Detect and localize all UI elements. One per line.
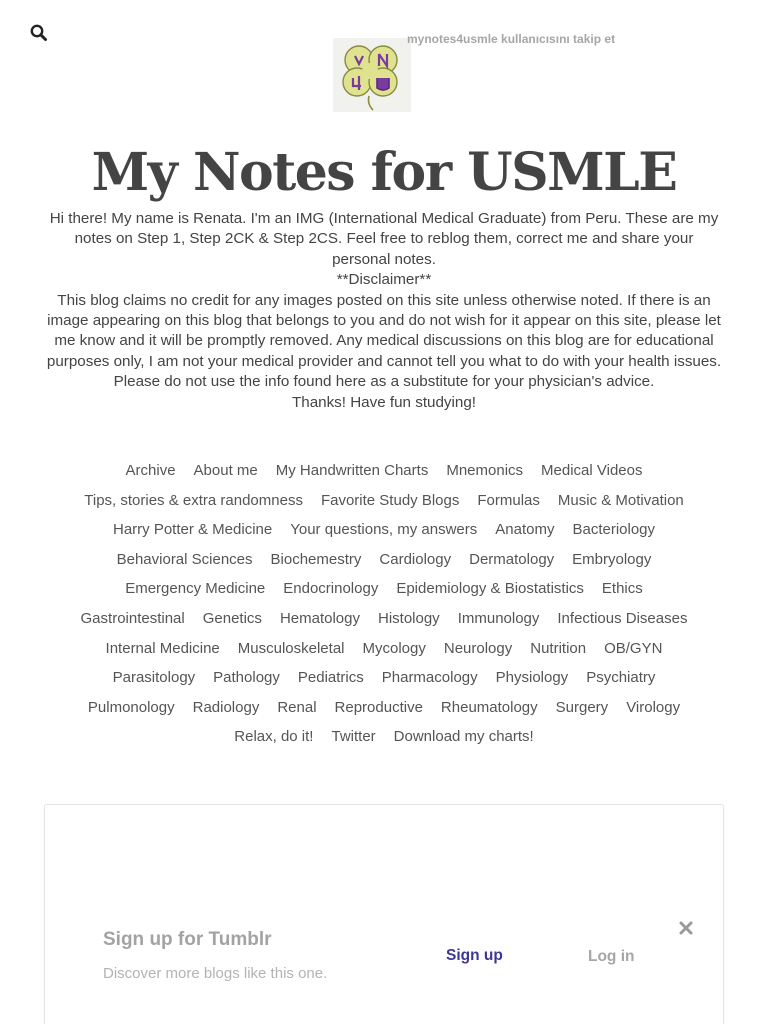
nav-link-my-handwritten-charts[interactable]: My Handwritten Charts xyxy=(275,462,429,479)
four-leaf-clover-avatar-icon xyxy=(333,38,411,112)
description-closing: Thanks! Have fun studying! xyxy=(291,393,477,411)
nav-link-pediatrics[interactable]: Pediatrics xyxy=(297,669,364,687)
page-navigation xyxy=(40,456,728,752)
blog-description xyxy=(44,209,724,413)
nav-link-histology[interactable]: Histology xyxy=(377,609,440,627)
nav-link-twitter[interactable]: Twitter xyxy=(331,728,376,746)
nav-link-ethics[interactable]: Ethics xyxy=(601,580,643,598)
nav-link-physiology[interactable]: Physiology xyxy=(495,669,569,687)
nav-link-mnemonics[interactable]: Mnemonics xyxy=(446,462,524,479)
description-disclaimer: This blog claims no credit for any images posted on this site unless otherwise noted. If there is an image appearing on this blog that belongs to you and do not wish for it appear on this site, please let me know and it will be promptly removed. Any medical discussions on this blog are for educational purposes only, I am not your medical provider and cannot tell you what to do with your health issues. Please do not use the info found here as a substitute for your physician's advice. xyxy=(46,291,722,391)
nav-link-your-questions-my-answers[interactable]: Your questions, my answers xyxy=(290,521,478,539)
nav-link-medical-videos[interactable]: Medical Videos xyxy=(541,462,643,479)
nav-link-genetics[interactable]: Genetics xyxy=(202,609,262,627)
nav-link-ob-gyn[interactable]: OB/GYN xyxy=(604,639,663,657)
search-icon xyxy=(28,22,50,44)
nav-link-embryology[interactable]: Embryology xyxy=(572,550,652,568)
nav-link-behavioral-sciences[interactable]: Behavioral Sciences xyxy=(116,550,253,568)
nav-link-archive[interactable]: Archive xyxy=(125,462,176,479)
nav-link-download-my-charts[interactable]: Download my charts! xyxy=(393,728,534,746)
nav-link-endocrinology[interactable]: Endocrinology xyxy=(283,580,379,598)
nav-link-mycology[interactable]: Mycology xyxy=(362,639,426,657)
nav-link-pathology[interactable]: Pathology xyxy=(213,669,280,687)
nav-link-tips-stories-extra-randomness[interactable]: Tips, stories & extra randomness xyxy=(84,491,303,509)
avatar[interactable] xyxy=(333,38,411,112)
nav-link-infectious-diseases[interactable]: Infectious Diseases xyxy=(557,609,688,627)
nav-link-renal[interactable]: Renal xyxy=(277,698,317,716)
follow-link[interactable]: mynotes4usmle kullanıcısını takip et xyxy=(407,32,616,46)
nav-link-formulas[interactable]: Formulas xyxy=(477,491,540,509)
description-disclaimer-heading: **Disclaimer** xyxy=(336,271,432,289)
nav-link-cardiology[interactable]: Cardiology xyxy=(379,550,452,568)
nav-link-radiology[interactable]: Radiology xyxy=(192,698,260,716)
nav-link-favorite-study-blogs[interactable]: Favorite Study Blogs xyxy=(320,491,460,509)
login-button[interactable]: Log in xyxy=(588,948,635,965)
nav-link-music-motivation[interactable]: Music & Motivation xyxy=(557,491,684,509)
close-icon xyxy=(679,921,693,935)
nav-link-anatomy[interactable]: Anatomy xyxy=(495,521,555,539)
nav-link-dermatology[interactable]: Dermatology xyxy=(469,550,555,568)
nav-link-biochemestry[interactable]: Biochemestry xyxy=(270,550,362,568)
nav-link-epidemiology-biostatistics[interactable]: Epidemiology & Biostatistics xyxy=(396,580,584,598)
nav-link-relax-do-it[interactable]: Relax, do it! xyxy=(234,728,314,746)
search-button[interactable] xyxy=(28,22,50,44)
nav-link-internal-medicine[interactable]: Internal Medicine xyxy=(105,639,220,657)
nav-link-neurology[interactable]: Neurology xyxy=(443,639,513,657)
nav-link-gastrointestinal[interactable]: Gastrointestinal xyxy=(80,609,185,627)
nav-link-rheumatology[interactable]: Rheumatology xyxy=(440,698,538,716)
nav-link-parasitology[interactable]: Parasitology xyxy=(112,669,196,687)
nav-link-immunology[interactable]: Immunology xyxy=(457,609,540,627)
nav-link-harry-potter-medicine[interactable]: Harry Potter & Medicine xyxy=(112,521,273,539)
blog-title: My Notes for USMLE xyxy=(91,142,677,203)
nav-link-nutrition[interactable]: Nutrition xyxy=(530,639,587,657)
signup-heading: Sign up for Tumblr xyxy=(103,929,272,950)
nav-link-musculoskeletal[interactable]: Musculoskeletal xyxy=(237,639,345,657)
close-button[interactable] xyxy=(679,921,693,935)
signup-button[interactable]: Sign up xyxy=(446,947,503,964)
signup-subtext: Discover more blogs like this one. xyxy=(103,965,328,982)
nav-link-hematology[interactable]: Hematology xyxy=(279,609,360,627)
nav-link-bacteriology[interactable]: Bacteriology xyxy=(572,521,656,539)
nav-link-surgery[interactable]: Surgery xyxy=(555,698,609,716)
nav-link-pulmonology[interactable]: Pulmonology xyxy=(87,698,175,716)
description-intro: Hi there! My name is Renata. I'm an IMG (International Medical Graduate) from Peru. These are my notes on Step 1, Step 2CK & Step 2CS. Feel free to reblog them, correct me and share your personal notes. xyxy=(49,210,719,268)
nav-link-psychiatry[interactable]: Psychiatry xyxy=(586,669,656,687)
nav-link-pharmacology[interactable]: Pharmacology xyxy=(381,669,478,687)
signup-card xyxy=(44,804,724,1024)
nav-link-emergency-medicine[interactable]: Emergency Medicine xyxy=(125,580,266,598)
nav-link-reproductive[interactable]: Reproductive xyxy=(334,698,423,716)
nav-link-about-me[interactable]: About me xyxy=(193,462,258,479)
nav-link-virology[interactable]: Virology xyxy=(626,698,681,716)
